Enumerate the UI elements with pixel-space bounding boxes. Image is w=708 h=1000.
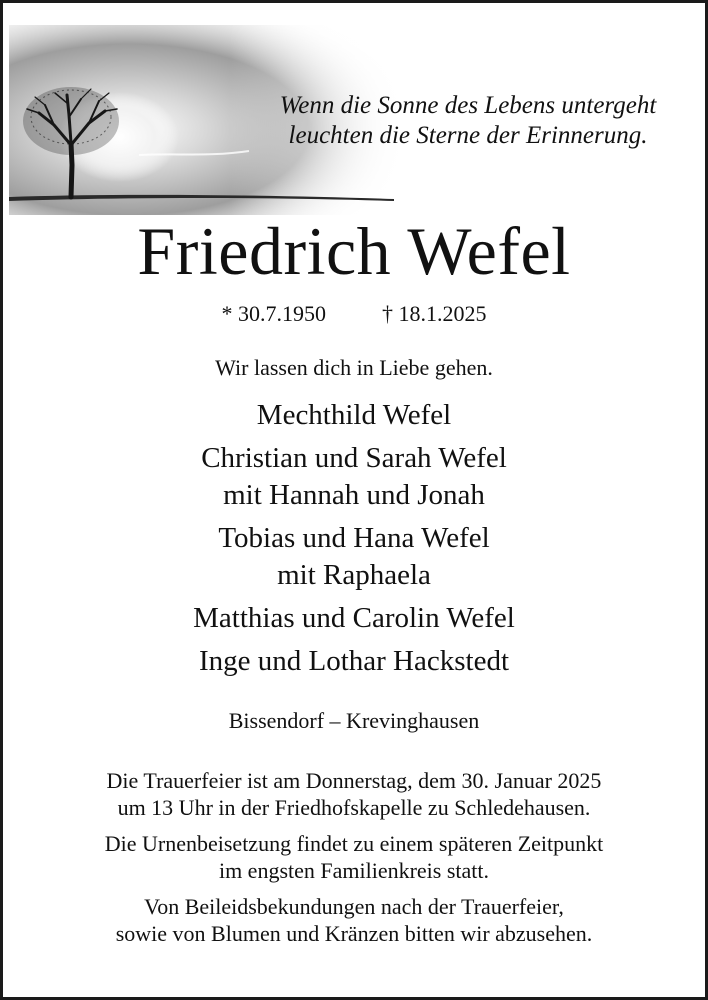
family-name: Mechthild Wefel [256,399,452,431]
death-date: † 18.1.2025 [382,301,487,326]
family-name: Tobias und Hana Wefel [218,522,490,554]
notice-line: im engsten Familienkreis statt. [218,858,490,883]
family-name: Christian und Sarah Wefel [201,442,507,474]
family-entry [3,520,705,594]
farewell-line: Wir lassen dich in Liebe gehen. [215,355,493,380]
deceased-name: Friedrich Wefel [137,213,571,289]
notice-paragraph [3,893,705,947]
family-entry [3,643,705,680]
life-dates [3,299,705,329]
motto-line-2: leuchten die Sterne der Erinnerung. [288,122,648,149]
notice-line: Die Trauerfeier ist am Donnerstag, dem 30. Januar 2025 [106,768,602,793]
birth-date: * 30.7.1950 [221,301,326,326]
family-entry [3,440,705,514]
family-entry [3,397,705,434]
notice-line: um 13 Uhr in der Friedhofskapelle zu Schledehausen. [117,795,591,820]
mourners-list [3,397,705,686]
notice-line: Die Urnenbeisetzung findet zu einem späteren Zeitpunkt [104,831,604,856]
family-children: mit Raphaela [277,559,431,591]
motto-line-1: Wenn die Sonne des Lebens untergeht [279,92,657,119]
notice-line: sowie von Blumen und Kränzen bitten wir abzusehen. [115,921,593,946]
family-name: Matthias und Carolin Wefel [193,602,515,634]
notice-paragraph [3,767,705,821]
funeral-notices [3,767,705,956]
family-children: mit Hannah und Jonah [223,479,485,511]
motto-verse [253,91,683,151]
place-line: Bissendorf – Krevinghausen [228,708,480,733]
notice-line: Von Beileidsbekundungen nach der Trauerfeier, [144,894,564,919]
family-entry [3,600,705,637]
family-name: Inge und Lothar Hackstedt [198,645,510,677]
notice-paragraph [3,830,705,884]
